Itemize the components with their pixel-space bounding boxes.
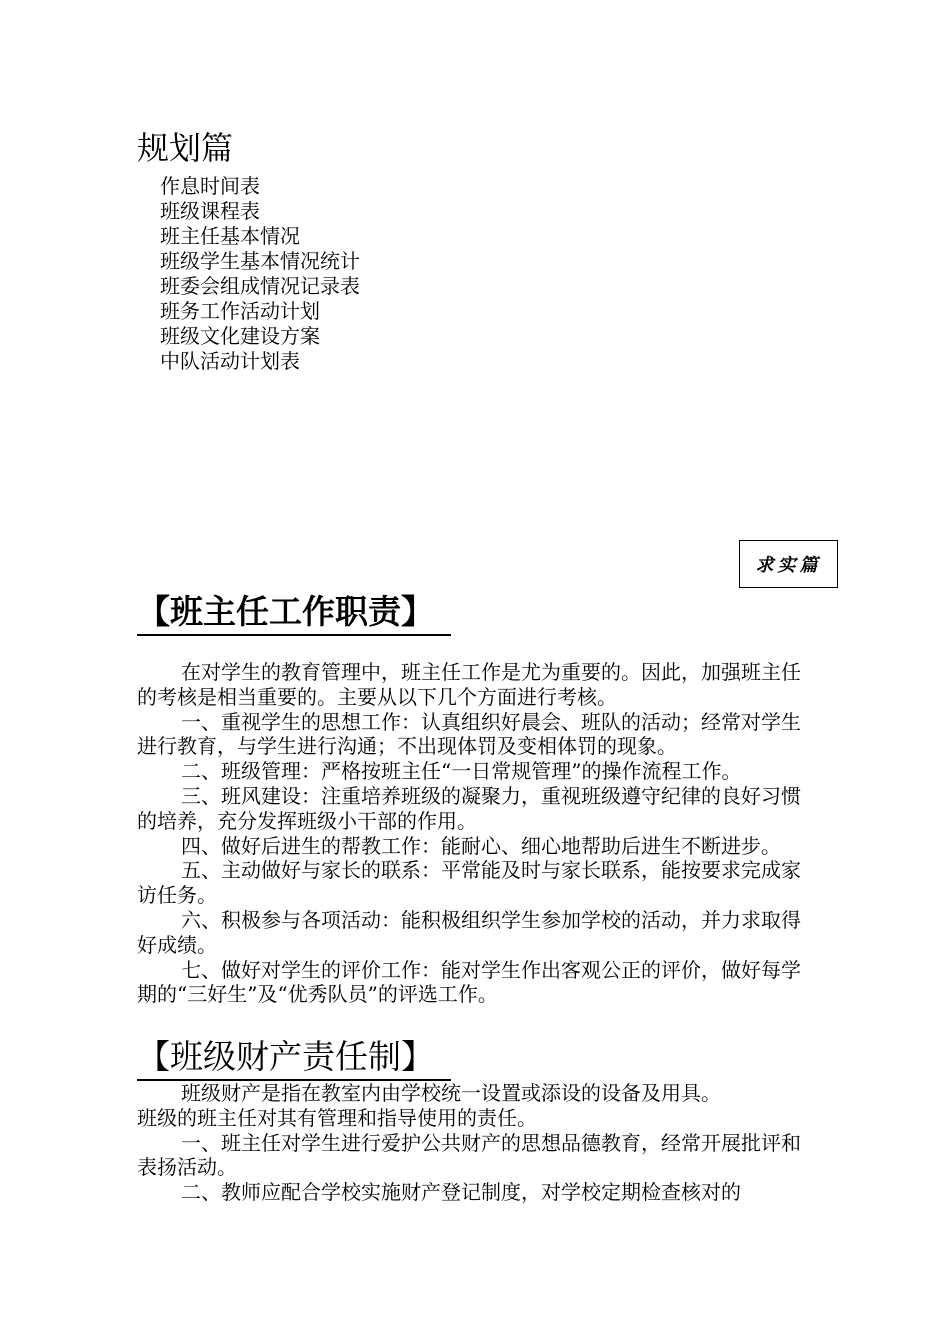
duties-paragraph: 七、做好对学生的评价工作：能对学生作出客观公正的评价，做好每学期的“三好生”及“优秀队员”的评选工作。 (137, 957, 801, 1007)
contents-item: 班级学生基本情况统计 (160, 249, 360, 273)
contents-item: 班委会组成情况记录表 (160, 274, 360, 298)
duties-paragraph: 四、做好后进生的帮教工作：能耐心、细心地帮助后进生不断进步。 (181, 833, 781, 858)
contents-item: 班主任基本情况 (160, 224, 300, 248)
contents-item: 班务工作活动计划 (160, 299, 320, 323)
duties-paragraph: 三、班风建设：注重培养班级的凝聚力，重视班级遵守纪律的良好习惯的培养，充分发挥班级小干部的作用。 (137, 783, 801, 833)
contents-item: 作息时间表 (160, 174, 260, 198)
section-label-box (739, 540, 838, 588)
contents-item: 中队活动计划表 (160, 349, 300, 373)
contents-item: 班级文化建设方案 (160, 324, 320, 348)
property-paragraph: 班级财产是指在教室内由学校统一设置或添设的设备及用具。 (181, 1081, 721, 1105)
planning-contents-list (160, 174, 360, 374)
duties-paragraph: 在对学生的教育管理中，班主任工作是尤为重要的。因此，加强班主任的考核是相当重要的。主要从以下几个方面进行考核。 (137, 660, 801, 709)
planning-section-title: 规划篇 (137, 129, 234, 167)
contents-item: 班级课程表 (160, 199, 260, 223)
duties-body (137, 660, 817, 1007)
section-label-text: 求实篇 (755, 555, 822, 576)
duties-paragraph: 一、重视学生的思想工作：认真组织好晨会、班队的活动；经常对学生进行教育，与学生进行沟通；不出现体罚及变相体罚的现象。 (137, 709, 801, 759)
property-paragraph: 一、班主任对学生进行爱护公共财产的思想品德教育，经常开展批评和表扬活动。 (137, 1130, 801, 1180)
duties-paragraph: 五、主动做好与家长的联系：平常能及时与家长联系，能按要求完成家访任务。 (137, 858, 801, 908)
property-body (137, 1081, 817, 1205)
property-heading: 【班级财产责任制】 (137, 1037, 451, 1081)
property-paragraph: 班级的班主任对其有管理和指导使用的责任。 (137, 1105, 537, 1130)
duties-paragraph: 二、班级管理：严格按班主任“一日常规管理”的操作流程工作。 (181, 759, 742, 784)
property-paragraph: 二、教师应配合学校实施财产登记制度，对学校定期检查核对的 (181, 1180, 741, 1205)
duties-heading: 【班主任工作职责】 (137, 592, 451, 636)
duties-paragraph: 六、积极参与各项活动：能积极组织学生参加学校的活动，并力求取得好成绩。 (137, 907, 801, 957)
